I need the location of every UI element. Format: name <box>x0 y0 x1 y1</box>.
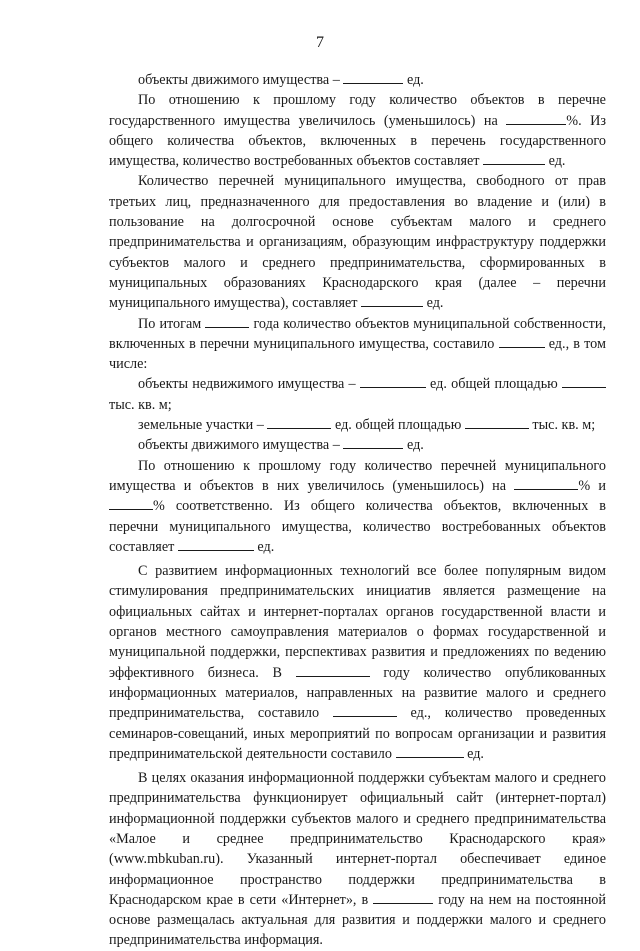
blank-field <box>396 745 464 758</box>
blank-field <box>205 315 249 328</box>
blank-field <box>483 152 545 165</box>
page-number: 7 <box>316 34 324 51</box>
paragraph-real-estate: объекты недвижимого имущества – ед. общей площадью тыс. кв. м; <box>109 374 606 415</box>
blank-field <box>465 416 529 429</box>
blank-field <box>343 71 403 84</box>
blank-field <box>109 497 153 510</box>
blank-field <box>506 112 566 125</box>
paragraph-information-support: В целях оказания информационной поддержки субъектам малого и среднего предпринимательства функционирует официальный сайт (интернет-портал) информационной поддержки субъектов малого и среднего предпринимательства «Малое и среднее предпринимательство Краснодарского края» (www.mbkuban.ru). Указанный интернет-портал обеспечивает единое информационное пространство поддержки предпринимательства в Краснодарском крае в сети «Интернет», в году на нем на постоянной основе размещалась актуальная для развития и поддержки малого и среднего предпринимательства информация. <box>109 770 606 949</box>
blank-field <box>361 294 423 307</box>
paragraph-municipal-lists-count: Количество перечней муниципального имущества, свободного от прав третьих лиц, предназначенного для предоставления во владение и (или) в пользование на долгосрочной основе субъектам малого и среднего предпринимательства и организациям, образующим инфраструктуру поддержки субъектов малого и среднего предпринимательства, сформированных в муниципальных образованиях Краснодарского края (далее – перечни муниципального имущества), составляет ед. <box>109 173 606 312</box>
blank-field <box>267 416 331 429</box>
paragraph-land-plots: земельные участки – ед. общей площадью тыс. кв. м; <box>138 417 596 434</box>
blank-field <box>178 538 254 551</box>
paragraph-state-list-change: По отношению к прошлому году количество объектов в перечне государственного имущества увеличилось (уменьшилось) на %. Из общего количества объектов, включенных в перечень государственного имущества, количество востребованных объектов составляет ед. <box>109 92 606 170</box>
blank-field <box>514 477 578 490</box>
paragraph-municipal-list-change: По отношению к прошлому году количество перечней муниципального имущества и объектов в них увеличилось (уменьшилось) на % и % соответственно. Из общего количества объектов, включенных в перечни муниципального имущества, количество востребованных объектов составляет ед. <box>109 457 606 555</box>
blank-field <box>343 436 403 449</box>
paragraph-movable-state-property: объекты движимого имущества – ед. <box>138 72 424 88</box>
paragraph-information-technologies: С развитием информационных технологий все более популярным видом стимулирования предпринимательских инициатив является размещение на официальных сайтах и интернет-порталах органов государственной власти и органов местного самоуправления материалов о формах государственной и муниципальной поддержки, перспективах развития и предложениях по ведению эффективного бизнеса. В году количество опубликованных информационных материалов, направленных на развитие малого и среднего предпринимательства, составило ед., количество проведенных семинаров-совещаний, иных мероприятий по вопросам организации и развития предпринимательской деятельности составило ед. <box>109 563 606 762</box>
blank-field <box>373 891 433 904</box>
blank-field <box>296 664 370 677</box>
paragraph-movable-municipal-property: объекты движимого имущества – ед. <box>138 437 424 454</box>
blank-field <box>499 335 545 348</box>
paragraph-municipal-results: По итогам года количество объектов муниципальной собственности, включенных в перечни муниципального имущества, составило ед., в том числе: <box>109 315 606 373</box>
blank-field <box>562 375 606 388</box>
blank-field <box>360 375 426 388</box>
body-text <box>109 70 606 951</box>
blank-field <box>333 704 397 717</box>
